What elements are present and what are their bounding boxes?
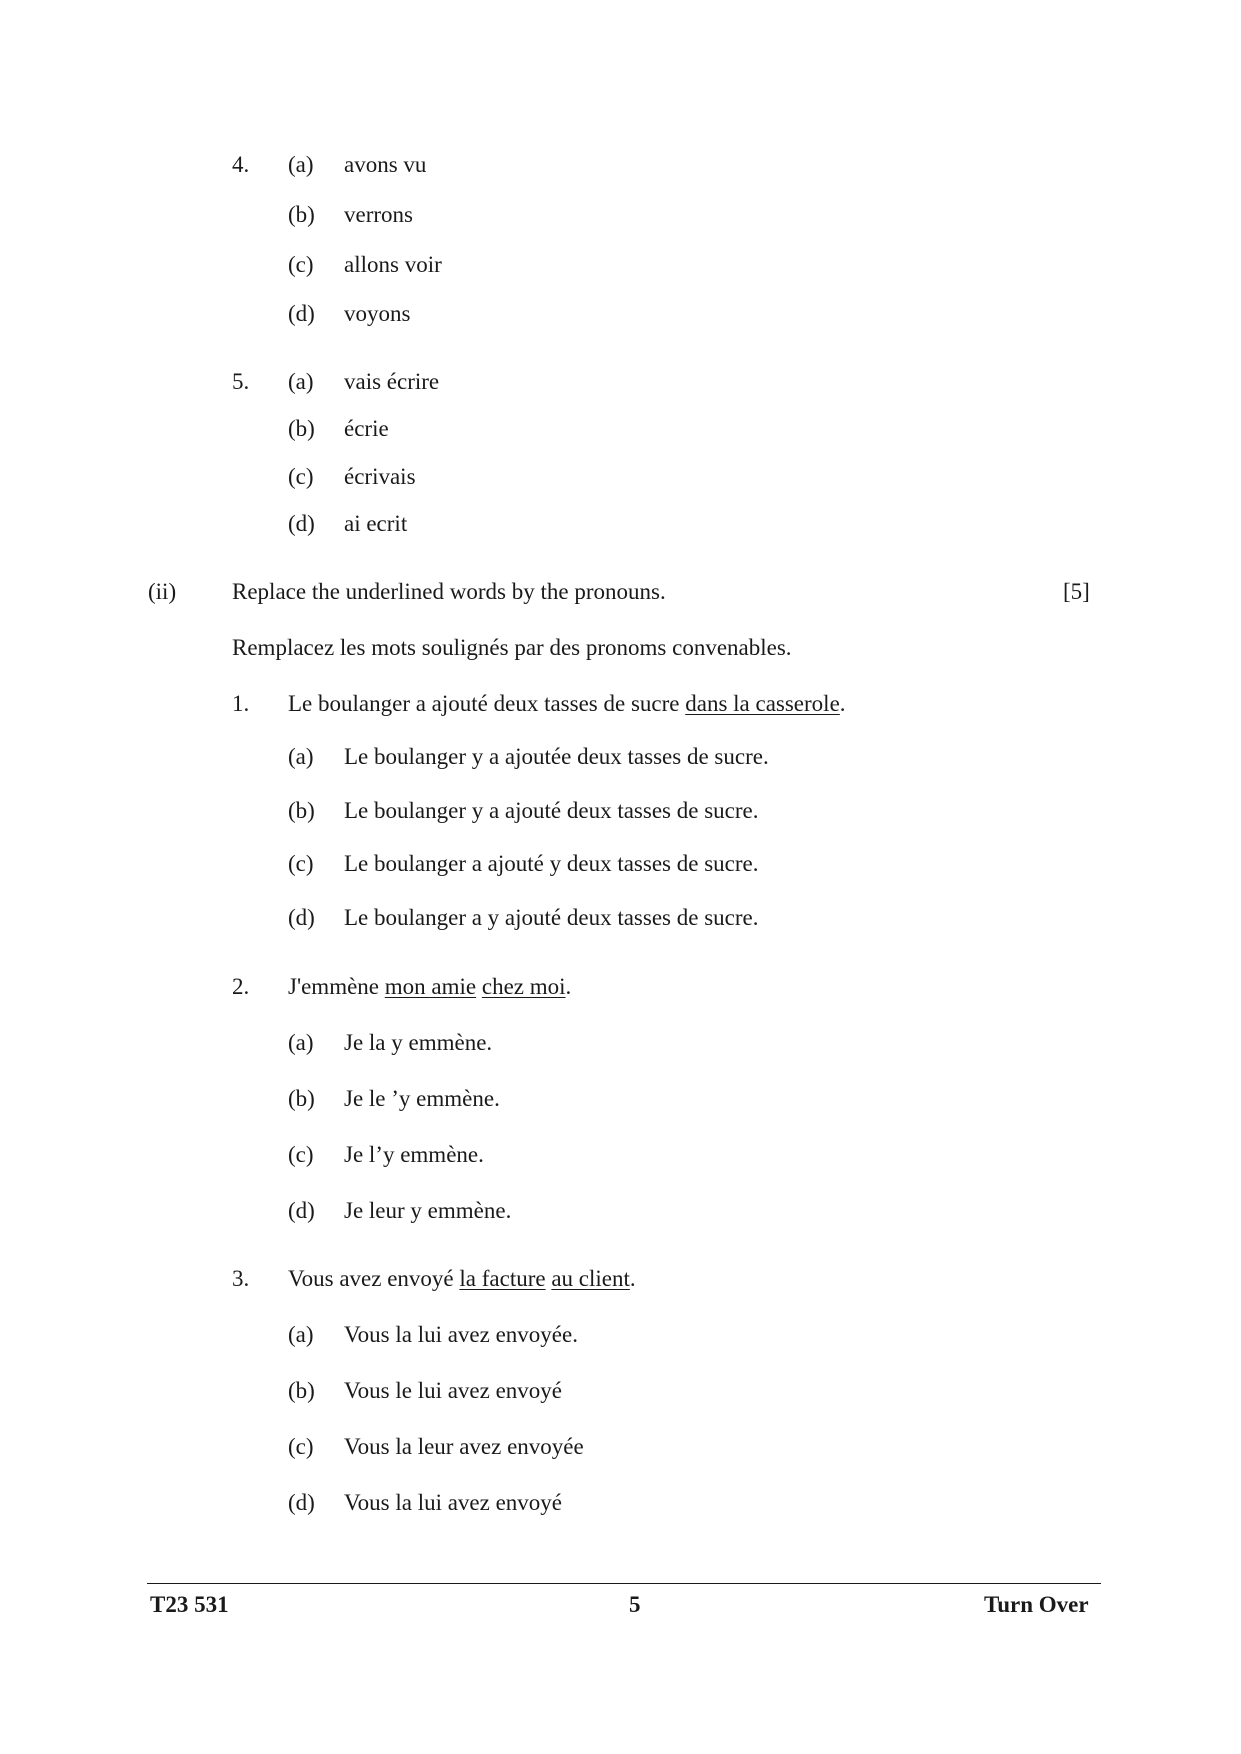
sentence-text: Vous avez envoyé — [288, 1266, 460, 1291]
sentence-end: . — [629, 1266, 636, 1291]
option-text: vais écrire — [344, 369, 440, 394]
underlined-phrase: chez moi — [481, 974, 566, 999]
option-text: Vous la leur avez envoyée — [344, 1434, 584, 1459]
option-label: (b) — [288, 1086, 315, 1111]
option-label: (c) — [288, 464, 314, 489]
option-text: allons voir — [344, 252, 442, 277]
footer-divider — [147, 1583, 1101, 1584]
option-text: Vous la lui avez envoyé — [344, 1490, 563, 1515]
option-text: écrivais — [344, 464, 416, 489]
option-label: (a) — [288, 152, 314, 177]
option-label: (c) — [288, 1142, 314, 1167]
option-label: (d) — [288, 1198, 315, 1223]
option-label: (d) — [288, 511, 315, 536]
option-text: Le boulanger a ajouté y deux tasses de sucre. — [344, 851, 759, 876]
paper-code: T23 531 — [150, 1592, 229, 1617]
option-text: Le boulanger y a ajouté deux tasses de sucre. — [344, 798, 759, 823]
turn-over: Turn Over — [984, 1592, 1089, 1617]
question-number: 3. — [232, 1266, 250, 1291]
option-label: (c) — [288, 1434, 314, 1459]
question-number: 5. — [232, 369, 250, 394]
option-text: Je leur y emmène. — [344, 1198, 512, 1223]
option-label: (b) — [288, 202, 315, 227]
sentence-end: . — [839, 691, 846, 716]
option-label: (b) — [288, 1378, 315, 1403]
instruction-english: Replace the underlined words by the pronouns. — [232, 579, 666, 604]
option-text: avons vu — [344, 152, 427, 177]
underlined-phrase: dans la casserole — [685, 691, 840, 716]
underlined-phrase: mon amie — [384, 974, 477, 999]
option-label: (c) — [288, 252, 314, 277]
question-sentence — [288, 975, 571, 998]
sentence-text: Le boulanger a ajouté deux tasses de sucre — [288, 691, 686, 716]
option-label: (d) — [288, 301, 315, 326]
option-text: Vous le lui avez envoyé — [344, 1378, 563, 1403]
part-label: (ii) — [148, 579, 177, 604]
question-sentence — [288, 1267, 636, 1290]
option-text: écrie — [344, 416, 389, 441]
option-label: (b) — [288, 416, 315, 441]
sentence-end: . — [565, 974, 572, 999]
question-number: 1. — [232, 691, 250, 716]
question-number: 2. — [232, 974, 250, 999]
option-text: Le boulanger y a ajoutée deux tasses de sucre. — [344, 744, 769, 769]
option-label: (a) — [288, 744, 314, 769]
sentence-text: J'emmène — [288, 974, 385, 999]
option-label: (a) — [288, 1322, 314, 1347]
option-text: Le boulanger a y ajouté deux tasses de sucre. — [344, 905, 759, 930]
question-number: 4. — [232, 152, 250, 177]
marks: [5] — [1063, 579, 1090, 604]
option-label: (a) — [288, 369, 314, 394]
option-text: Je l’y emmène. — [344, 1142, 484, 1167]
option-label: (a) — [288, 1030, 314, 1055]
option-text: ai ecrit — [344, 511, 408, 536]
option-text: voyons — [344, 301, 411, 326]
underlined-phrase: au client — [551, 1266, 630, 1291]
question-sentence — [288, 692, 846, 715]
option-text: Vous la lui avez envoyée. — [344, 1322, 578, 1347]
option-text: verrons — [344, 202, 413, 227]
option-label: (d) — [288, 905, 315, 930]
page-number: 5 — [629, 1592, 641, 1617]
instruction-french: Remplacez les mots soulignés par des pronoms convenables. — [232, 635, 792, 660]
option-label: (c) — [288, 851, 314, 876]
option-label: (b) — [288, 798, 315, 823]
option-label: (d) — [288, 1490, 315, 1515]
option-text: Je le ’y emmène. — [344, 1086, 500, 1111]
option-text: Je la y emmène. — [344, 1030, 493, 1055]
underlined-phrase: la facture — [459, 1266, 546, 1291]
